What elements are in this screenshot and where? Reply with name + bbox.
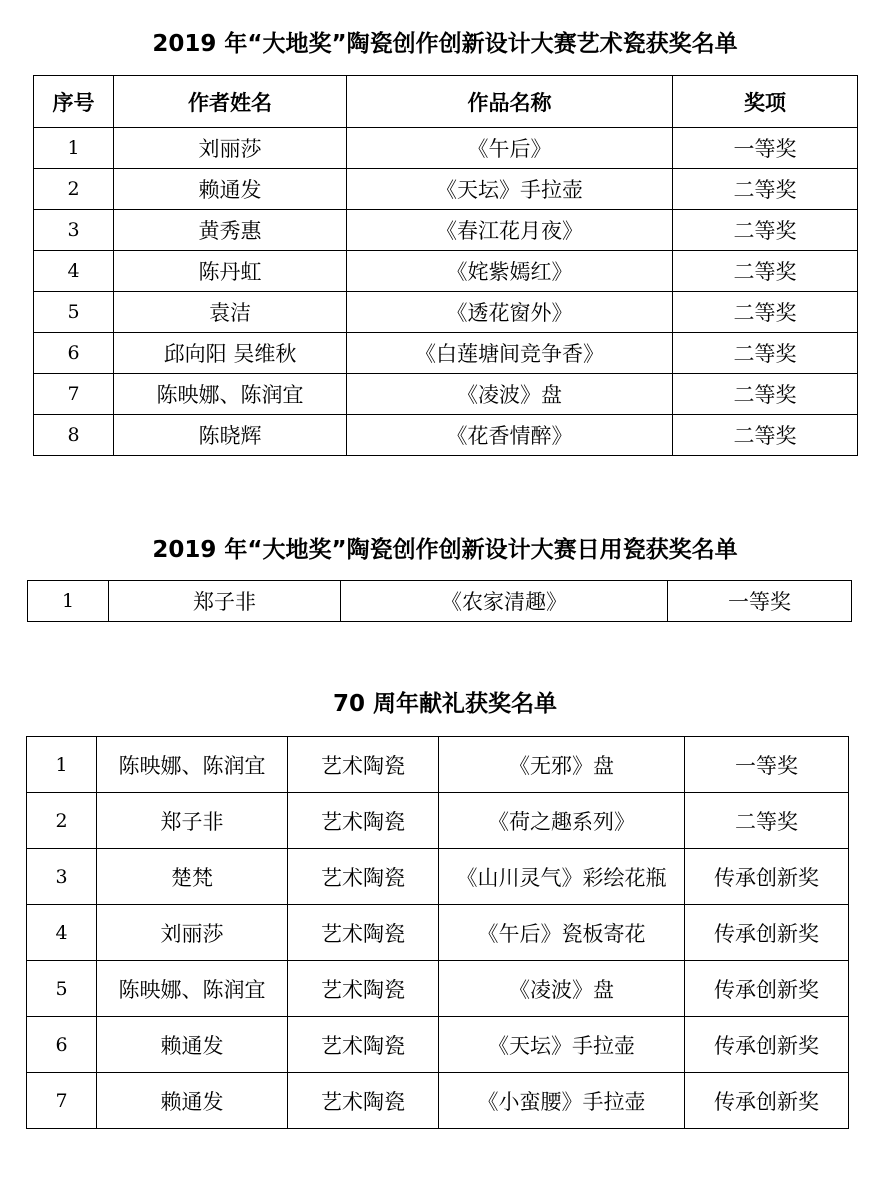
header-index: 序号: [34, 76, 114, 128]
cell-category: 艺术陶瓷: [288, 793, 439, 849]
cell-work: 《小蛮腰》手拉壶: [439, 1073, 685, 1129]
cell-award: 二等奖: [673, 210, 858, 251]
cell-author: 郑子非: [97, 793, 288, 849]
cell-work: 《无邪》盘: [439, 737, 685, 793]
cell-author: 赖通发: [97, 1073, 288, 1129]
cell-category: 艺术陶瓷: [288, 905, 439, 961]
header-author: 作者姓名: [114, 76, 347, 128]
cell-author: 刘丽莎: [97, 905, 288, 961]
cell-category: 艺术陶瓷: [288, 849, 439, 905]
table-row: [34, 128, 858, 169]
cell-work: 《春江花月夜》: [347, 210, 673, 251]
cell-award: 二等奖: [673, 169, 858, 210]
cell-index: 2: [34, 169, 114, 210]
daily-porcelain-awards-table: [27, 580, 852, 622]
table-row: [28, 581, 852, 622]
cell-author: 赖通发: [97, 1017, 288, 1073]
cell-index: 6: [34, 333, 114, 374]
cell-award: 传承创新奖: [685, 1017, 849, 1073]
cell-work: 《凌波》盘: [439, 961, 685, 1017]
cell-work: 《白莲塘间竞争香》: [347, 333, 673, 374]
cell-award: 二等奖: [673, 374, 858, 415]
table-row: [34, 333, 858, 374]
cell-index: 8: [34, 415, 114, 456]
anniversary-title: 70 周年献礼获奖名单: [332, 691, 557, 717]
cell-author: 陈丹虹: [114, 251, 347, 292]
cell-author: 邱向阳 吴维秋: [114, 333, 347, 374]
cell-index: 3: [34, 210, 114, 251]
cell-award: 二等奖: [685, 793, 849, 849]
cell-index: 2: [27, 793, 97, 849]
cell-award: 传承创新奖: [685, 849, 849, 905]
cell-author: 刘丽莎: [114, 128, 347, 169]
header-work: 作品名称: [347, 76, 673, 128]
header-award: 奖项: [673, 76, 858, 128]
cell-author: 陈映娜、陈润宜: [97, 961, 288, 1017]
cell-index: 5: [34, 292, 114, 333]
cell-index: 5: [27, 961, 97, 1017]
table-header-row: [34, 76, 858, 128]
cell-work: 《凌波》盘: [347, 374, 673, 415]
table-row: [27, 905, 849, 961]
cell-award: 二等奖: [673, 415, 858, 456]
cell-author: 郑子非: [109, 581, 341, 622]
cell-award: 传承创新奖: [685, 905, 849, 961]
cell-work: 《天坛》手拉壶: [439, 1017, 685, 1073]
cell-index: 1: [27, 737, 97, 793]
table-row: [27, 737, 849, 793]
cell-index: 6: [27, 1017, 97, 1073]
table-row: [27, 961, 849, 1017]
table-row: [34, 374, 858, 415]
table-row: [34, 251, 858, 292]
table-row: [27, 1017, 849, 1073]
table-row: [27, 849, 849, 905]
cell-award: 一等奖: [673, 128, 858, 169]
cell-work: 《山川灵气》彩绘花瓶: [439, 849, 685, 905]
art-porcelain-awards-table: [33, 75, 858, 456]
cell-award: 一等奖: [668, 581, 852, 622]
cell-work: 《姹紫嫣红》: [347, 251, 673, 292]
cell-work: 《花香情醉》: [347, 415, 673, 456]
cell-award: 传承创新奖: [685, 1073, 849, 1129]
cell-work: 《农家清趣》: [341, 581, 668, 622]
cell-award: 二等奖: [673, 251, 858, 292]
cell-award: 二等奖: [673, 333, 858, 374]
table-row: [34, 415, 858, 456]
cell-author: 赖通发: [114, 169, 347, 210]
cell-index: 4: [34, 251, 114, 292]
cell-work: 《午后》瓷板寄花: [439, 905, 685, 961]
cell-work: 《荷之趣系列》: [439, 793, 685, 849]
art-porcelain-title: 2019 年“大地奖”陶瓷创作创新设计大赛艺术瓷获奖名单: [152, 31, 738, 57]
table-row: [34, 169, 858, 210]
table-row: [27, 793, 849, 849]
cell-author: 楚梵: [97, 849, 288, 905]
cell-index: 3: [27, 849, 97, 905]
cell-work: 《午后》: [347, 128, 673, 169]
cell-index: 1: [28, 581, 109, 622]
cell-award: 传承创新奖: [685, 961, 849, 1017]
cell-author: 陈晓辉: [114, 415, 347, 456]
cell-index: 7: [34, 374, 114, 415]
cell-work: 《透花窗外》: [347, 292, 673, 333]
anniversary-awards-table: [26, 736, 849, 1129]
cell-author: 陈映娜、陈润宜: [114, 374, 347, 415]
cell-category: 艺术陶瓷: [288, 737, 439, 793]
cell-category: 艺术陶瓷: [288, 1073, 439, 1129]
cell-author: 袁洁: [114, 292, 347, 333]
cell-author: 黄秀惠: [114, 210, 347, 251]
cell-work: 《天坛》手拉壶: [347, 169, 673, 210]
cell-category: 艺术陶瓷: [288, 1017, 439, 1073]
table-row: [34, 210, 858, 251]
cell-index: 1: [34, 128, 114, 169]
daily-porcelain-title: 2019 年“大地奖”陶瓷创作创新设计大赛日用瓷获奖名单: [152, 537, 738, 563]
cell-index: 4: [27, 905, 97, 961]
table-row: [34, 292, 858, 333]
cell-index: 7: [27, 1073, 97, 1129]
cell-category: 艺术陶瓷: [288, 961, 439, 1017]
table-row: [27, 1073, 849, 1129]
cell-award: 一等奖: [685, 737, 849, 793]
cell-award: 二等奖: [673, 292, 858, 333]
cell-author: 陈映娜、陈润宜: [97, 737, 288, 793]
